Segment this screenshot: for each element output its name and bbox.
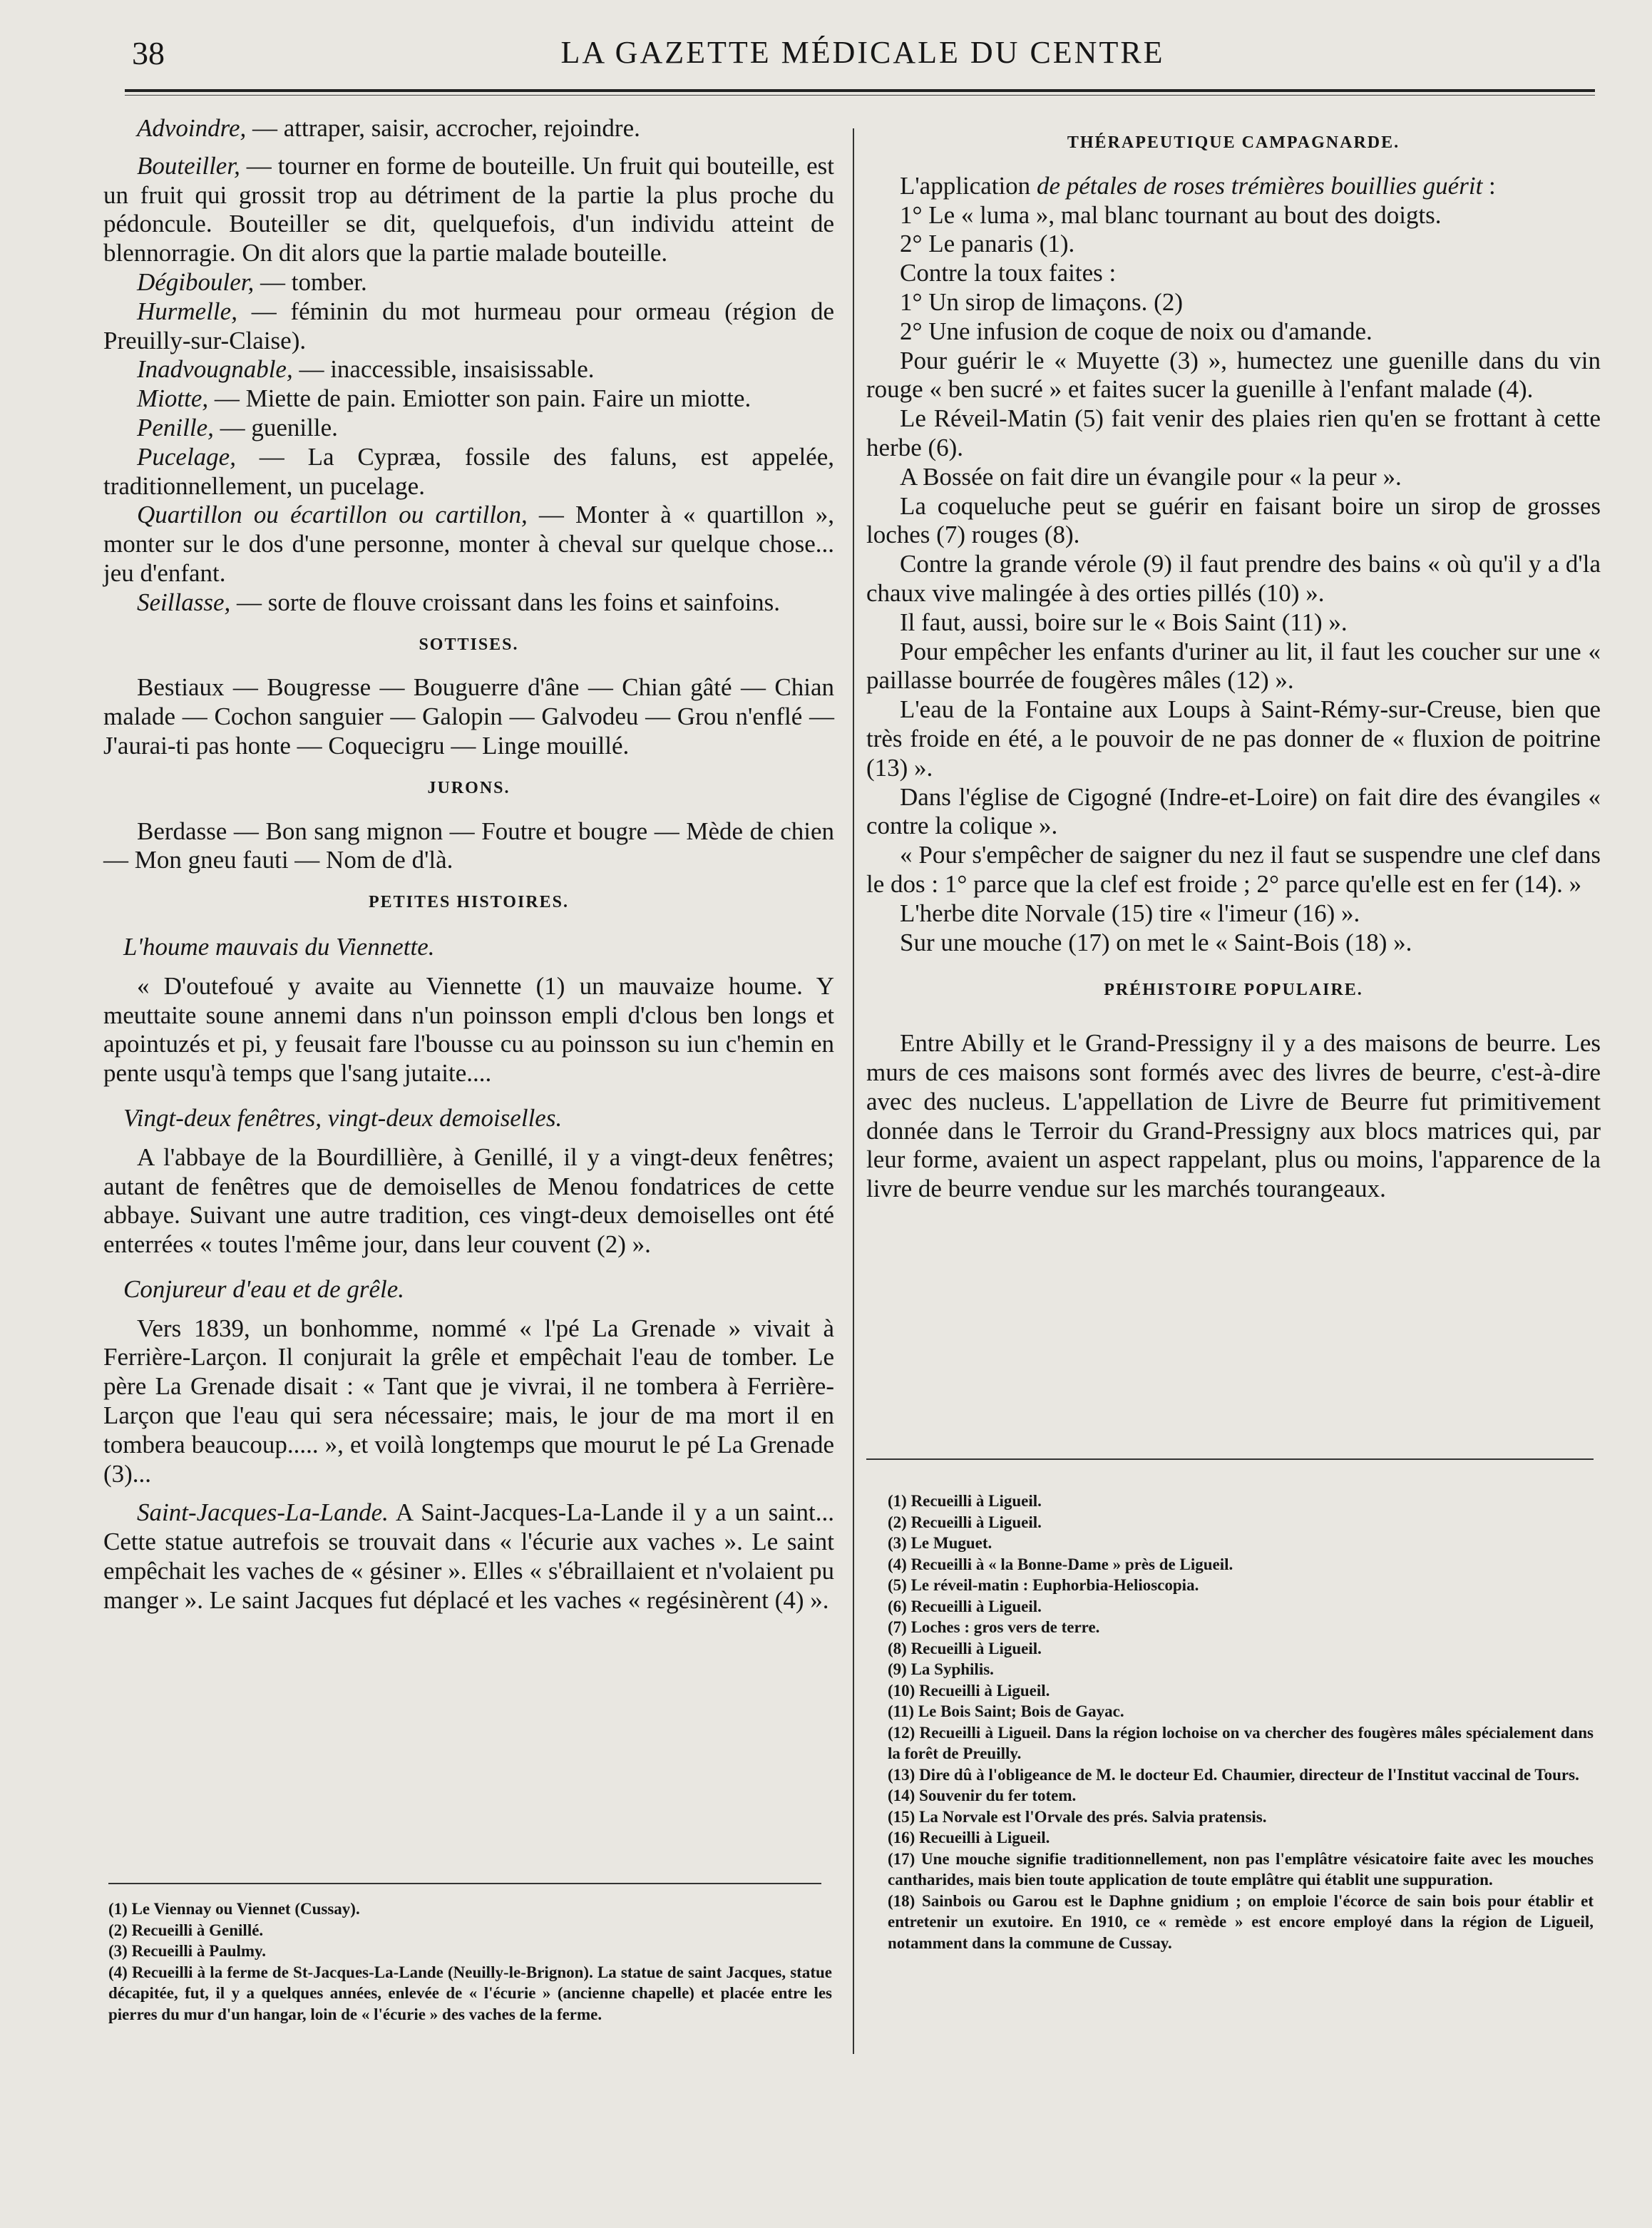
remedy-line: L'herbe dite Norvale (15) tire « l'imeur (16) ». [900, 899, 1360, 927]
story-text: Vers 1839, un bonhomme, nommé « l'pé La Grenade » vivait à Ferrière-Larçon. Il conjurait la grêle et empêchait l'eau de tomber. Le père La Grenade disait : « Tant que je vivrai, il ne tombera à Ferrière-Larçon que l'eau qui sera nécessaire; mais, le jour de ma mort il en tombera beaucoup..... », et voilà longtemps que mourut le pé La Grenade (3)... [103, 1314, 834, 1488]
footnote: (4) Recueilli à la ferme de St-Jacques-La-Lande (Neuilly-le-Brignon). La statue de saint Jacques, statue décapitée, fut, il y a quelques années, enlevée de « l'écurie » (ancienne chapelle) et placée entre les pierres du mur d'un hangar, loin de « l'écurie » des vaches de la ferme. [108, 1963, 832, 2023]
footnote: (9) La Syphilis. [888, 1660, 994, 1678]
glossary-term: Dégibouler, [137, 267, 255, 296]
section-heading-petites-histoires: PETITES HISTOIRES. [368, 893, 569, 912]
glossary-definition: — tomber. [254, 267, 367, 296]
footnote: (13) Dire dû à l'obligeance de M. le docteur Ed. Chaumier, directeur de l'Institut vaccinal de Tours. [888, 1765, 1579, 1784]
glossary-entry [103, 384, 834, 414]
remedy-line: 1° Un sirop de limaçons. (2) [900, 287, 1183, 316]
glossary [103, 114, 834, 618]
section-heading-therapeutique: THÉRAPEUTIQUE CAMPAGNARDE. [1067, 133, 1400, 152]
footnotes-right [888, 1491, 1594, 1953]
glossary-term: Seillasse, [137, 588, 231, 616]
footnote: (16) Recueilli à Ligueil. [888, 1829, 1050, 1846]
footnote: (7) Loches : gros vers de terre. [888, 1618, 1100, 1636]
footnote: (17) Une mouche signifie traditionnellement, non pas l'emplâtre vésicatoire faite avec les mouches cantharides, mais bien toute application de toute emplâtre qui établit une suppuration. [888, 1849, 1594, 1889]
glossary-term: Advoindre, [137, 114, 247, 142]
glossary-definition: — attraper, saisir, accrocher, rejoindre. [246, 114, 640, 142]
glossary-term: Miotte, [137, 384, 209, 413]
glossary-definition: — La Cypræa, fossile des faluns, est appelée, traditionnellement, un pucelage. [103, 442, 834, 500]
glossary-entry [103, 268, 834, 297]
footnote: (15) La Norvale est l'Orvale des prés. Salvia pratensis. [888, 1807, 1267, 1826]
remedy-line: 2° Une infusion de coque de noix ou d'amande. [900, 317, 1373, 345]
prehistoire-text: Entre Abilly et le Grand-Pressigny il y a des maisons de beurre. Les murs de ces maisons sont formés avec des livres de beurre, c'est-à-dire avec des nucleus. L'appellation de Livre de Beurre fut primitivement donnée dans le Terroir du Grand-Pressigny aux blocs matrices qui, par leur forme, avaient un aspect rappelant, plus ou moins, l'apparence de la livre de beurre vendue sur les marchés tourangeaux. [866, 1029, 1601, 1203]
section-heading-sottises: SOTTISES. [419, 635, 519, 654]
glossary-term: Penille, [137, 413, 214, 441]
footnote-rule-right [866, 1458, 1594, 1460]
glossary-definition: — Miette de pain. Emiotter son pain. Faire un miotte. [208, 384, 751, 413]
glossary-definition: — inaccessible, insaisissable. [292, 355, 595, 384]
remedy-line: Contre la grande vérole (9) il faut prendre des bains « où qu'il y a d'la chaux vive malingée à des orties pillés (10) ». [866, 550, 1601, 607]
glossary-term: Inadvougnable, [137, 355, 293, 384]
glossary-definition: — tourner en forme de bouteille. Un fruit qui bouteille, est un fruit qui grossit trop au détriment de la partie la plus proche du pédoncule. Bouteiller se dit, quelquefois, d'un individu atteint de blennorragie. On dit alors que la partie malade bouteille. [103, 151, 834, 267]
glossary-term: Bouteiller, [137, 151, 240, 180]
footnotes-left [108, 1899, 832, 2025]
footnote: (11) Le Bois Saint; Bois de Gayac. [888, 1702, 1124, 1720]
remedy-line: Pour empêcher les enfants d'uriner au lit, il faut les coucher sur une « paillasse bourrée de fougères mâles (12) ». [866, 637, 1601, 695]
header-rule [125, 89, 1595, 92]
jurons-text: Berdasse — Bon sang mignon — Foutre et bougre — Mède de chien — Mon gneu fauti — Nom de d'là. [103, 817, 834, 874]
footnote: (2) Recueilli à Ligueil. [888, 1513, 1042, 1531]
glossary-entry [103, 355, 834, 384]
footnote: (12) Recueilli à Ligueil. Dans la région lochoise on va chercher des fougères mâles spécialement dans la forêt de Preuilly. [888, 1723, 1594, 1762]
footnote: (8) Recueilli à Ligueil. [888, 1639, 1042, 1657]
glossary-definition: — féminin du mot hurmeau pour ormeau (région de Preuilly-sur-Claise). [103, 297, 834, 354]
right-column [866, 128, 1601, 1204]
glossary-term: Pucelage, [137, 442, 236, 471]
page-number: 38 [132, 35, 165, 71]
footnote: (1) Recueilli à Ligueil. [888, 1492, 1042, 1510]
section-heading-jurons: JURONS. [427, 778, 511, 797]
remedy-line: L'eau de la Fontaine aux Loups à Saint-Rémy-sur-Creuse, bien que très froide en été, a le pouvoir de ne pas donner de « fluxion de poitrine (13) ». [866, 695, 1601, 782]
footnote: (6) Recueilli à Ligueil. [888, 1597, 1042, 1615]
sottises-text: Bestiaux — Bougresse — Bouguerre d'âne — Chian gâté — Chian malade — Cochon sanguier — Galopin — Galvodeu — Grou n'enflé — J'aurai-ti pas honte — Coquecigru — Linge mouillé. [103, 673, 834, 760]
header-rule-thin [125, 95, 1595, 96]
remedy-line: Contre la toux faites : [900, 259, 1117, 287]
glossary-definition: — Monter à « quartillon », monter sur le dos d'une personne, monter à cheval sur quelque chose... jeu d'enfant. [103, 501, 834, 587]
story-title: L'houme mauvais du Viennette. [123, 932, 435, 961]
footnote: (5) Le réveil-matin : Euphorbia-Helioscopia. [888, 1576, 1199, 1594]
footnote: (18) Sainbois ou Garou est le Daphne gnidium ; on emploie l'écorce de sain bois pour établir et entretenir un exutoire. En 1910, ce « remède » est encore employé dans la région de Ligueil, notamment dans la commune de Cussay. [888, 1891, 1594, 1952]
remedy-line: 2° Le panaris (1). [900, 230, 1075, 258]
remedy-line: La coqueluche peut se guérir en faisant boire un sirop de grosses loches (7) rouges (8). [866, 491, 1601, 549]
footnote: (3) Recueilli à Paulmy. [108, 1942, 267, 1960]
glossary-entry [103, 297, 834, 356]
remedy-line: Dans l'église de Cigogné (Indre-et-Loire) on fait dire des évangiles « contre la colique ». [866, 782, 1601, 840]
glossary-entry [103, 114, 834, 143]
glossary-definition: — sorte de flouve croissant dans les foins et sainfoins. [230, 588, 781, 616]
footnote-rule-left [108, 1883, 821, 1884]
story-title: Conjureur d'eau et de grêle. [123, 1274, 405, 1303]
footnote: (2) Recueilli à Genillé. [108, 1921, 264, 1939]
footnote: (4) Recueilli à « la Bonne-Dame » près de Ligueil. [888, 1555, 1233, 1573]
remedy-line: Pour guérir le « Muyette (3) », humectez une guenille dans du vin rouge « ben sucré » et faites sucer la guenille à l'enfant malade (4). [866, 346, 1601, 404]
story-text: A Saint-Jacques-La-Lande il y a un saint... Cette statue autrefois se trouvait dans « l'écurie aux vaches ». Le saint empêchait les vaches de « gésiner ». Elles « s'ébraillaient et n'volaient pu manger ». Le saint Jacques fut déplacé et les vaches « regésinèrent (4) ». [103, 1498, 834, 1614]
section-heading-prehistoire: PRÉHISTOIRE POPULAIRE. [1104, 981, 1363, 1000]
remedy-line: Il faut, aussi, boire sur le « Bois Saint (11) ». [900, 608, 1348, 636]
glossary-entry [103, 501, 834, 588]
story-text: « D'outefoué y avaite au Viennette (1) un mauvaize houme. Y meuttaite soune annemi dans n'un poinsson empli d'clous ben longs et apointuzés et pi, y feusait fare l'bousse cu au poinsson su iun c'hemin en pente usqu'à temps que l'sang jutaite.... [103, 971, 834, 1088]
story-title: Saint-Jacques-La-Lande. [137, 1498, 389, 1527]
glossary-entry [103, 414, 834, 443]
glossary-entry [103, 588, 834, 618]
footnote: (1) Le Viennay ou Viennet (Cussay). [108, 1900, 360, 1918]
footnote: (14) Souvenir du fer totem. [888, 1787, 1077, 1804]
therapeutique-list [866, 201, 1601, 958]
glossary-definition: — guenille. [213, 413, 338, 441]
footnote: (10) Recueilli à Ligueil. [888, 1681, 1050, 1700]
glossary-entry [103, 443, 834, 501]
therapeutique-intro: L'application de pétales de roses trémières bouillies guérit : [900, 171, 1496, 200]
story-text: A l'abbaye de la Bourdillière, à Genillé, il y a vingt-deux fenêtres; autant de fenêtres que de demoiselles de Menou fondatrices de cette abbaye. Suivant une autre tradition, ces vingt-deux demoiselles ont été enterrées « toutes l'même jour, dans leur couvent (2) ». [103, 1143, 834, 1259]
glossary-term: Quartillon ou écartillon ou cartillon, [137, 501, 528, 529]
remedy-line: Sur une mouche (17) on met le « Saint-Bois (18) ». [900, 928, 1412, 956]
glossary-entry [103, 152, 834, 268]
remedy-line: A Bossée on fait dire un évangile pour « la peur ». [900, 462, 1402, 491]
remedy-line: Le Réveil-Matin (5) fait venir des plaies rien qu'en se frottant à cette herbe (6). [866, 404, 1601, 461]
story-title: Vingt-deux fenêtres, vingt-deux demoiselles. [123, 1103, 563, 1132]
remedy-line: « Pour s'empêcher de saigner du nez il faut se suspendre une clef dans le dos : 1° parce que la clef est froide ; 2° parce qu'elle est en fer (14). » [866, 841, 1601, 898]
page-header [132, 34, 1594, 77]
footnote: (3) Le Muguet. [888, 1534, 992, 1552]
column-divider [853, 128, 854, 2054]
left-column [103, 114, 834, 1615]
running-title: LA GAZETTE MÉDICALE DU CENTRE [560, 35, 1165, 70]
story-paragraph [103, 1498, 834, 1615]
glossary-term: Hurmelle, [137, 297, 237, 325]
remedy-line: 1° Le « luma », mal blanc tournant au bout des doigts. [900, 200, 1442, 229]
